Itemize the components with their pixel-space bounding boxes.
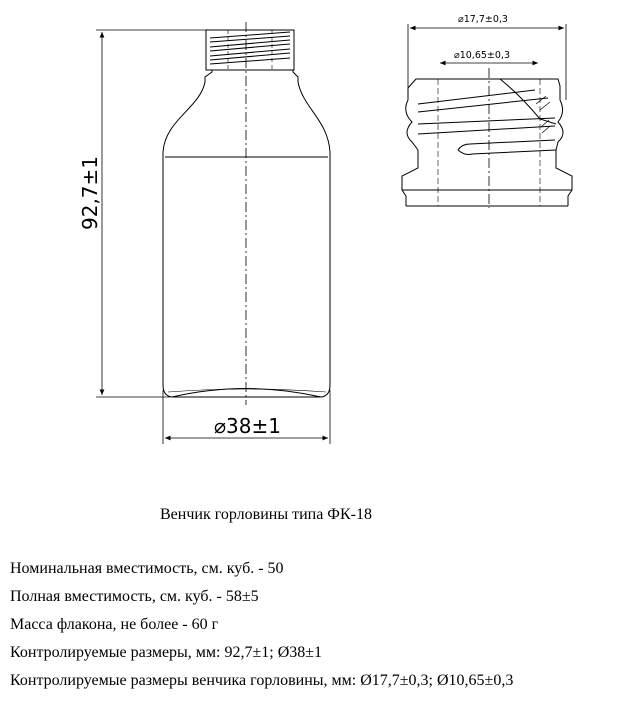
- neck-outer-dimension-label: ⌀17,7±0,3: [458, 14, 508, 25]
- spec-full-capacity: Полная вместимость, см. куб. - 58±5: [10, 588, 259, 605]
- neck-outer-dimension: [408, 24, 566, 100]
- neck-finish-detail: [402, 79, 572, 206]
- drawing-caption: Венчик горловины типа ФК-18: [160, 506, 372, 523]
- spec-nominal-capacity: Номинальная вместимость, см. куб. - 50: [10, 560, 284, 577]
- specs-list: [10, 559, 513, 699]
- bottle-outline: [163, 30, 330, 397]
- neck-inner-dimension-label: ⌀10,65±0,3: [454, 50, 510, 61]
- diameter-dimension-label: ⌀38±1: [214, 414, 281, 438]
- height-dimension: [96, 30, 206, 397]
- spec-controlled-dimensions: Контролируемые размеры, мм: 92,7±1; Ø38±1: [10, 644, 323, 661]
- height-dimension-label: 92,7±1: [78, 155, 102, 230]
- spec-neck-dimensions: Контролируемые размеры венчика горловины, мм: Ø17,7±0,3; Ø10,65±0,3: [10, 672, 514, 689]
- spec-mass: Масса флакона, не более - 60 г: [10, 616, 219, 633]
